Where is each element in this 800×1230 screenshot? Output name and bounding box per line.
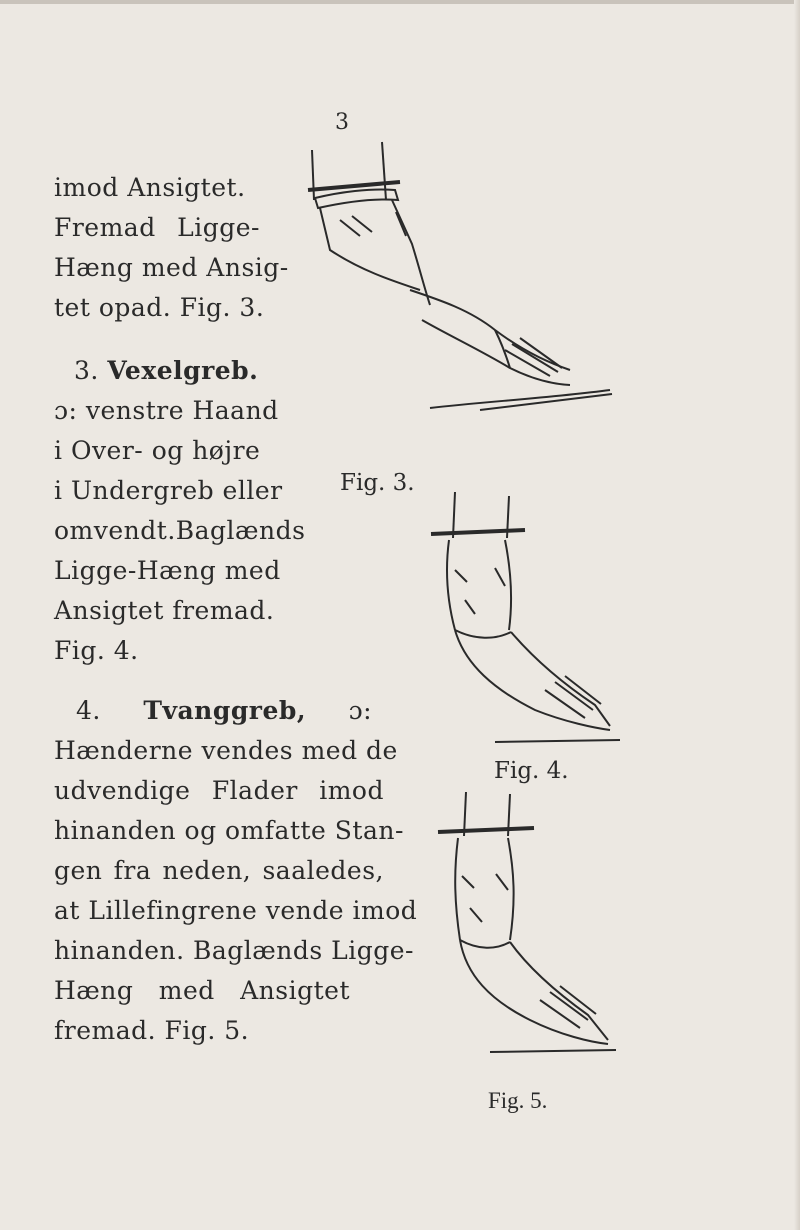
ligge-haeng-ansigt-opad-illustration <box>300 140 620 420</box>
text-line: i Over- og højre <box>54 436 261 465</box>
text-line: fremad. Fig. 5. <box>54 1016 250 1045</box>
section-title: Tvanggreb, <box>143 696 307 725</box>
baglaends-ligge-haeng-tvanggreb-illustration <box>430 790 620 1060</box>
text-line: Hæng med Ansigtet <box>54 976 350 1005</box>
text-line: omvendt.Baglænds <box>54 516 306 545</box>
figure-caption: Fig. 4. <box>494 758 569 784</box>
text-line: Ligge-Hæng med <box>54 556 281 585</box>
text-line: Ansigtet fremad. <box>54 596 275 625</box>
text-line: udvendige Flader imod <box>54 776 384 805</box>
section-heading <box>76 696 372 725</box>
text-line: tet opad. Fig. 3. <box>54 293 265 322</box>
text-line: at Lillefingrene vende imod <box>54 896 418 925</box>
text-line: ɔ: venstre Haand <box>54 396 279 425</box>
baglaends-ligge-haeng-vexelgreb-illustration <box>425 490 625 750</box>
text-line: Fremad Ligge- <box>54 213 260 242</box>
page-edge-shadow <box>794 0 800 1230</box>
text-line: hinanden. Baglænds Ligge- <box>54 936 414 965</box>
figure-caption: Fig. 5. <box>488 1088 548 1113</box>
page-edge <box>0 0 800 4</box>
section-heading-suffix: ɔ: <box>348 696 372 725</box>
text-line: imod Ansigtet. <box>54 173 246 202</box>
section-number: 4. <box>76 696 101 725</box>
text-line: Fig. 4. <box>54 636 139 665</box>
text-line: Hænderne vendes med de <box>54 736 398 765</box>
section-heading <box>74 356 258 385</box>
page-number: 3 <box>335 110 349 135</box>
section-number: 3. <box>74 356 99 385</box>
text-line: i Undergreb eller <box>54 476 283 505</box>
text-line: gen fra neden, saaledes, <box>54 856 384 885</box>
section-title: Vexelgreb. <box>107 356 259 385</box>
text-line: hinanden og omfatte Stan- <box>54 816 404 845</box>
text-line: Hæng med Ansig- <box>54 253 289 282</box>
figure-caption: Fig. 3. <box>340 470 415 496</box>
